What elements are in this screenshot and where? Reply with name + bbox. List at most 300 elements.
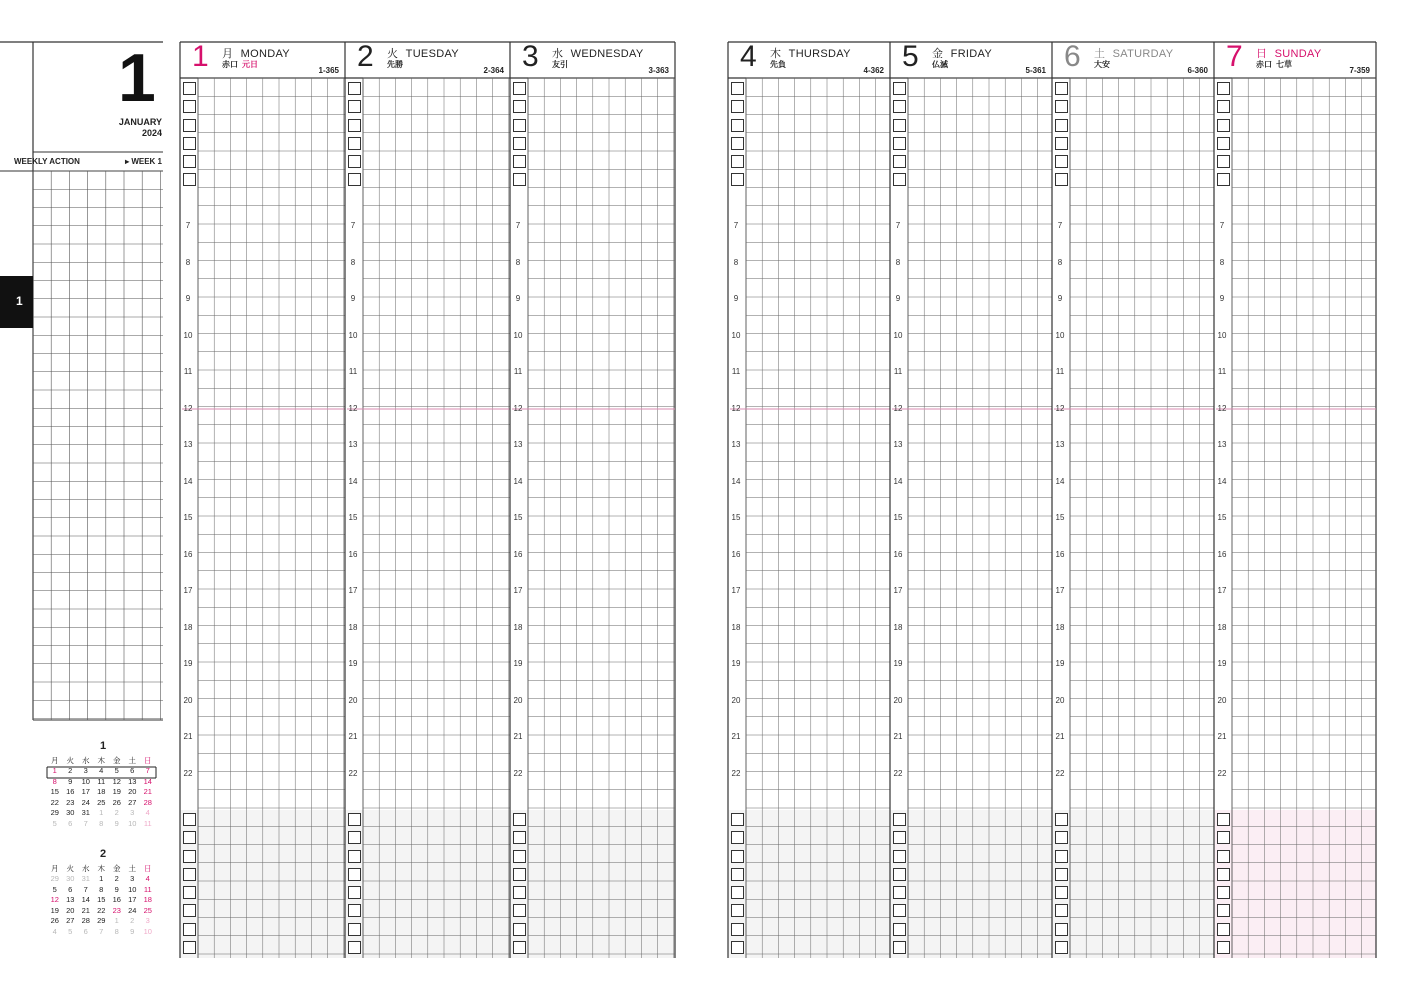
month-name: JANUARY — [118, 117, 162, 127]
todo-checkbox[interactable] — [893, 813, 906, 826]
todo-checkbox[interactable] — [348, 173, 361, 186]
mini-calendar-weekday: 水 — [82, 756, 90, 765]
hour-label: 14 — [1217, 476, 1227, 486]
mini-calendar-date: 1 — [99, 874, 104, 883]
todo-checkbox[interactable] — [1055, 137, 1068, 150]
hour-label: 8 — [350, 257, 356, 267]
hour-label: 12 — [1217, 403, 1227, 413]
mini-calendar-date: 3 — [130, 874, 135, 883]
hour-label: 14 — [513, 476, 523, 486]
mini-calendar-date: 8 — [52, 776, 57, 786]
hour-label: 10 — [1055, 330, 1065, 340]
hour-label: 18 — [513, 622, 523, 632]
todo-checkbox[interactable] — [731, 850, 744, 863]
hour-label: 9 — [515, 294, 521, 303]
hour-label: 9 — [1057, 294, 1063, 303]
mini-calendar-date: 28 — [81, 916, 90, 925]
hour-label: 10 — [893, 330, 903, 340]
day-number: 3 — [522, 40, 539, 73]
mini-calendar-date: 17 — [128, 895, 137, 904]
todo-checkbox[interactable] — [183, 173, 196, 186]
todo-checkbox[interactable] — [348, 904, 361, 917]
mini-calendar-date: 9 — [114, 818, 119, 828]
todo-checkbox[interactable] — [513, 904, 526, 917]
mini-calendar-date: 7 — [83, 884, 88, 894]
hour-label: 9 — [185, 294, 191, 303]
day-count: 7-359 — [1349, 66, 1370, 75]
day-name-jp: 日 — [1256, 48, 1268, 60]
todo-checkbox[interactable] — [1217, 868, 1230, 881]
todo-checkbox[interactable] — [348, 137, 361, 150]
todo-checkbox[interactable] — [893, 82, 906, 95]
mini-calendar-date: 17 — [81, 787, 90, 796]
month-year: 2024 — [141, 128, 162, 138]
todo-checkbox[interactable] — [348, 868, 361, 881]
mini-calendar-date: 20 — [66, 905, 75, 915]
mini-calendar-weekday: 日 — [144, 864, 152, 873]
rokuyo-label — [222, 59, 258, 70]
hour-label: 15 — [1055, 513, 1065, 522]
hour-label: 8 — [1057, 257, 1063, 267]
todo-checkbox[interactable] — [1217, 886, 1230, 899]
hour-label: 17 — [1217, 586, 1227, 595]
mini-calendar-date: 4 — [145, 808, 150, 817]
mini-calendar-date: 9 — [114, 884, 119, 894]
hour-label: 22 — [513, 768, 523, 778]
mini-calendar-date: 3 — [83, 766, 88, 775]
hour-label: 13 — [348, 440, 358, 449]
todo-checkbox[interactable] — [348, 831, 361, 844]
mini-calendar-date: 3 — [130, 808, 135, 817]
hour-label: 18 — [1217, 622, 1227, 632]
day-name-jp: 月 — [222, 48, 234, 60]
hour-label: 22 — [893, 768, 903, 778]
todo-checkbox[interactable] — [893, 155, 906, 168]
todo-checkbox[interactable] — [183, 119, 196, 132]
todo-checkbox[interactable] — [1217, 137, 1230, 150]
rokuyo-label — [387, 59, 403, 70]
todo-checkbox[interactable] — [893, 831, 906, 844]
mini-calendar-date: 7 — [145, 766, 150, 775]
todo-checkbox[interactable] — [1055, 155, 1068, 168]
hour-label: 9 — [895, 294, 901, 303]
mini-calendar-date: 4 — [52, 926, 57, 936]
hour-label: 22 — [348, 768, 358, 778]
todo-checkbox[interactable] — [183, 941, 196, 954]
hour-label: 17 — [1055, 586, 1065, 595]
day-name-jp: 金 — [932, 48, 944, 60]
hour-label: 11 — [348, 367, 358, 376]
day-name-en: WEDNESDAY — [567, 48, 644, 60]
mini-calendar-date: 5 — [52, 884, 57, 894]
mini-calendar-title: 1 — [99, 740, 107, 752]
mini-calendar-date: 29 — [50, 808, 59, 817]
todo-checkbox[interactable] — [731, 886, 744, 899]
mini-calendar-weekday: 水 — [82, 864, 90, 873]
mini-calendar-date: 10 — [143, 926, 152, 936]
hour-label: 16 — [513, 549, 523, 559]
hour-label: 13 — [1217, 440, 1227, 449]
todo-checkbox[interactable] — [348, 155, 361, 168]
month-tab[interactable] — [0, 276, 33, 328]
day-number: 2 — [357, 40, 374, 73]
mini-calendar-date: 29 — [97, 916, 106, 925]
todo-checkbox[interactable] — [731, 868, 744, 881]
hour-label: 9 — [350, 294, 356, 303]
hour-label: 20 — [1217, 695, 1227, 705]
todo-checkbox[interactable] — [513, 173, 526, 186]
mini-calendar-date: 5 — [68, 926, 73, 936]
mini-calendar-date: 10 — [81, 776, 90, 786]
mini-calendar-date: 8 — [99, 818, 104, 828]
day-name-en: SUNDAY — [1271, 48, 1322, 60]
todo-checkbox[interactable] — [183, 813, 196, 826]
mini-calendar-date: 11 — [143, 818, 152, 828]
todo-checkbox[interactable] — [731, 100, 744, 113]
todo-checkbox[interactable] — [1055, 831, 1068, 844]
mini-calendar-date: 5 — [52, 818, 57, 828]
mini-calendar-date: 6 — [68, 884, 73, 894]
todo-checkbox[interactable] — [1055, 923, 1068, 936]
week-label: ▸ WEEK 1 — [125, 157, 162, 166]
hour-label: 12 — [183, 403, 193, 413]
hour-label: 19 — [1055, 659, 1065, 668]
todo-checkbox[interactable] — [1055, 813, 1068, 826]
day-count: 5-361 — [1025, 66, 1046, 75]
todo-checkbox[interactable] — [1055, 941, 1068, 954]
mini-calendar-date: 30 — [66, 874, 75, 883]
todo-checkbox[interactable] — [513, 886, 526, 899]
todo-checkbox[interactable] — [1055, 868, 1068, 881]
hour-label: 15 — [513, 513, 523, 522]
todo-checkbox[interactable] — [348, 923, 361, 936]
todo-checkbox[interactable] — [183, 100, 196, 113]
todo-checkbox[interactable] — [183, 82, 196, 95]
todo-checkbox[interactable] — [513, 119, 526, 132]
rokuyo: 友引 — [552, 60, 568, 69]
mini-calendar-date: 31 — [81, 874, 90, 883]
hour-label: 16 — [731, 549, 741, 559]
hour-label: 21 — [893, 732, 903, 741]
mini-calendar-date: 1 — [99, 808, 104, 817]
mini-calendar-date: 1 — [114, 916, 119, 925]
todo-checkbox[interactable] — [183, 904, 196, 917]
todo-checkbox[interactable] — [731, 813, 744, 826]
mini-calendar-date: 16 — [112, 895, 121, 904]
todo-checkbox[interactable] — [348, 886, 361, 899]
hour-label: 20 — [1055, 695, 1065, 705]
mini-calendar-date: 2 — [114, 874, 119, 883]
todo-checkbox[interactable] — [348, 941, 361, 954]
hour-label: 14 — [893, 476, 903, 486]
mini-calendar-date: 26 — [50, 916, 59, 925]
hour-label: 7 — [1219, 221, 1225, 230]
todo-checkbox[interactable] — [1055, 100, 1068, 113]
mini-calendar-weekday: 金 — [113, 864, 121, 873]
day-name-en: TUESDAY — [402, 48, 459, 60]
mini-calendar-date: 10 — [128, 818, 137, 828]
hour-label: 20 — [183, 695, 193, 705]
mini-calendar-date: 13 — [128, 776, 137, 786]
hour-label: 13 — [183, 440, 193, 449]
mini-calendar-date: 6 — [130, 766, 135, 775]
day-name-en: THURSDAY — [785, 48, 851, 60]
todo-checkbox[interactable] — [731, 119, 744, 132]
hour-label: 16 — [893, 549, 903, 559]
todo-checkbox[interactable] — [893, 886, 906, 899]
day-count: 1-365 — [318, 66, 339, 75]
hour-label: 20 — [731, 695, 741, 705]
day-number: 5 — [902, 40, 919, 73]
rokuyo: 赤口 — [222, 60, 238, 69]
hour-label: 10 — [513, 330, 523, 340]
todo-checkbox[interactable] — [183, 831, 196, 844]
hour-label: 8 — [895, 257, 901, 267]
todo-checkbox[interactable] — [1217, 100, 1230, 113]
hour-label: 18 — [1055, 622, 1065, 632]
todo-checkbox[interactable] — [1055, 886, 1068, 899]
mini-calendar-date: 28 — [143, 797, 152, 807]
mini-calendar-date: 21 — [143, 787, 152, 796]
todo-checkbox[interactable] — [1217, 923, 1230, 936]
rokuyo: 先勝 — [387, 60, 403, 69]
hour-label: 18 — [183, 622, 193, 632]
rokuyo-label — [1094, 59, 1110, 70]
hour-label: 7 — [895, 221, 901, 230]
todo-checkbox[interactable] — [1055, 119, 1068, 132]
hour-label: 19 — [893, 659, 903, 668]
todo-checkbox[interactable] — [1217, 155, 1230, 168]
todo-checkbox[interactable] — [1055, 904, 1068, 917]
hour-label: 17 — [731, 586, 741, 595]
hour-label: 16 — [1055, 549, 1065, 559]
mini-calendar-date: 15 — [97, 895, 106, 904]
mini-calendar-weekday: 金 — [113, 756, 121, 765]
todo-checkbox[interactable] — [513, 868, 526, 881]
hour-label: 20 — [348, 695, 358, 705]
mini-calendar-weekday: 木 — [97, 864, 105, 873]
mini-calendar-date: 9 — [68, 776, 73, 786]
todo-checkbox[interactable] — [893, 868, 906, 881]
mini-calendar-date: 2 — [114, 808, 119, 817]
hour-label: 11 — [183, 367, 193, 376]
mini-calendar-weekday: 月 — [51, 756, 59, 765]
hour-label: 14 — [183, 476, 193, 486]
todo-checkbox[interactable] — [893, 100, 906, 113]
hour-label: 9 — [1219, 294, 1225, 303]
todo-checkbox[interactable] — [731, 904, 744, 917]
hour-label: 14 — [731, 476, 741, 486]
hour-label: 22 — [183, 768, 193, 778]
holiday-label: 七草 — [1276, 60, 1292, 69]
hour-label: 7 — [733, 221, 739, 230]
mini-calendar-date: 14 — [81, 895, 90, 904]
day-name-en: SATURDAY — [1109, 48, 1174, 60]
hour-label: 11 — [1217, 367, 1227, 376]
todo-checkbox[interactable] — [183, 137, 196, 150]
hour-label: 8 — [185, 257, 191, 267]
day-name-jp: 火 — [387, 48, 399, 60]
todo-checkbox[interactable] — [893, 137, 906, 150]
todo-checkbox[interactable] — [513, 850, 526, 863]
todo-checkbox[interactable] — [731, 155, 744, 168]
hour-label: 12 — [893, 403, 903, 413]
todo-checkbox[interactable] — [513, 155, 526, 168]
todo-checkbox[interactable] — [513, 82, 526, 95]
todo-checkbox[interactable] — [183, 923, 196, 936]
hour-label: 12 — [513, 403, 523, 413]
day-column-sunday — [1214, 42, 1376, 958]
todo-checkbox[interactable] — [1217, 173, 1230, 186]
hour-label: 7 — [350, 221, 356, 230]
mini-calendar-date: 6 — [83, 926, 88, 936]
hour-label: 21 — [1055, 732, 1065, 741]
mini-calendar-weekday: 火 — [66, 864, 74, 873]
mini-calendar-title: 2 — [99, 848, 107, 860]
todo-checkbox[interactable] — [1055, 850, 1068, 863]
hour-label: 19 — [348, 659, 358, 668]
mini-calendar-date: 18 — [97, 787, 106, 796]
todo-checkbox[interactable] — [513, 100, 526, 113]
hour-label: 19 — [731, 659, 741, 668]
mini-calendar-date: 6 — [68, 818, 73, 828]
day-number: 4 — [740, 40, 757, 73]
hour-label: 8 — [515, 257, 521, 267]
mini-calendar-date: 14 — [143, 776, 152, 786]
hour-label: 11 — [513, 367, 523, 376]
todo-checkbox[interactable] — [348, 119, 361, 132]
mini-calendar-date: 25 — [97, 797, 106, 807]
todo-checkbox[interactable] — [183, 155, 196, 168]
day-column-monday — [180, 42, 345, 958]
hour-label: 13 — [513, 440, 523, 449]
day-count: 6-360 — [1187, 66, 1208, 75]
mini-calendar-date: 11 — [97, 776, 106, 786]
day-name-jp: 木 — [770, 48, 782, 60]
day-column-thursday — [728, 42, 890, 958]
todo-checkbox[interactable] — [513, 923, 526, 936]
todo-checkbox[interactable] — [513, 813, 526, 826]
hour-label: 8 — [1219, 257, 1225, 267]
todo-checkbox[interactable] — [183, 850, 196, 863]
hour-label: 17 — [348, 586, 358, 595]
day-name-en: FRIDAY — [947, 48, 992, 60]
mini-calendar-date: 19 — [112, 787, 121, 796]
hour-label: 20 — [893, 695, 903, 705]
todo-checkbox[interactable] — [183, 868, 196, 881]
rokuyo: 仏滅 — [932, 60, 948, 69]
todo-checkbox[interactable] — [1217, 904, 1230, 917]
day-column-saturday — [1052, 42, 1214, 958]
todo-checkbox[interactable] — [731, 82, 744, 95]
todo-checkbox[interactable] — [1217, 941, 1230, 954]
mini-calendar-date: 27 — [66, 916, 75, 925]
todo-checkbox[interactable] — [1055, 173, 1068, 186]
todo-checkbox[interactable] — [731, 137, 744, 150]
mini-calendar-date: 12 — [50, 895, 59, 904]
todo-checkbox[interactable] — [731, 173, 744, 186]
todo-checkbox[interactable] — [348, 100, 361, 113]
mini-calendar-date: 8 — [114, 926, 119, 936]
rokuyo-label — [770, 59, 786, 70]
hour-label: 15 — [893, 513, 903, 522]
mini-calendar-date: 30 — [66, 808, 75, 817]
mini-calendar-date: 20 — [128, 787, 137, 796]
hour-label: 18 — [348, 622, 358, 632]
todo-checkbox[interactable] — [513, 137, 526, 150]
todo-checkbox[interactable] — [893, 173, 906, 186]
hour-label: 11 — [731, 367, 741, 376]
mini-calendar-date: 26 — [112, 797, 121, 807]
todo-checkbox[interactable] — [731, 923, 744, 936]
todo-checkbox[interactable] — [1217, 119, 1230, 132]
todo-checkbox[interactable] — [348, 850, 361, 863]
hour-label: 21 — [513, 732, 523, 741]
mini-calendar-date: 7 — [99, 926, 104, 936]
hour-label: 19 — [1217, 659, 1227, 668]
todo-checkbox[interactable] — [183, 886, 196, 899]
mini-calendar-date: 15 — [50, 787, 59, 796]
todo-checkbox[interactable] — [1055, 82, 1068, 95]
day-column-friday — [890, 42, 1052, 958]
todo-checkbox[interactable] — [1217, 813, 1230, 826]
day-number: 6 — [1064, 40, 1081, 73]
hour-label: 19 — [513, 659, 523, 668]
mini-calendar-date: 8 — [99, 884, 104, 894]
hour-label: 10 — [183, 330, 193, 340]
mini-calendar-weekday: 日 — [144, 756, 152, 765]
hour-label: 10 — [1217, 330, 1227, 340]
todo-checkbox[interactable] — [731, 831, 744, 844]
hour-label: 13 — [1055, 440, 1065, 449]
mini-calendar-date: 29 — [50, 874, 59, 883]
hour-label: 15 — [348, 513, 358, 522]
todo-checkbox[interactable] — [1217, 831, 1230, 844]
hour-label: 22 — [1055, 768, 1065, 778]
hour-label: 11 — [1055, 367, 1065, 376]
todo-checkbox[interactable] — [893, 923, 906, 936]
rokuyo: 先負 — [770, 60, 786, 69]
mini-calendar-date: 3 — [145, 916, 150, 925]
mini-calendar-date: 4 — [145, 874, 150, 883]
todo-checkbox[interactable] — [513, 941, 526, 954]
todo-checkbox[interactable] — [348, 813, 361, 826]
hour-label: 18 — [893, 622, 903, 632]
todo-checkbox[interactable] — [893, 904, 906, 917]
hour-label: 22 — [731, 768, 741, 778]
day-column-tuesday — [345, 42, 510, 958]
day-count: 2-364 — [483, 66, 504, 75]
holiday-label: 元日 — [242, 60, 258, 69]
todo-checkbox[interactable] — [893, 850, 906, 863]
hour-label: 16 — [183, 549, 193, 559]
todo-checkbox[interactable] — [348, 82, 361, 95]
mini-calendar-date: 22 — [50, 797, 59, 807]
todo-checkbox[interactable] — [513, 831, 526, 844]
todo-checkbox[interactable] — [893, 119, 906, 132]
hour-label: 21 — [1217, 732, 1227, 741]
todo-checkbox[interactable] — [731, 941, 744, 954]
hour-label: 8 — [733, 257, 739, 267]
todo-checkbox[interactable] — [1217, 850, 1230, 863]
rokuyo-label — [932, 59, 948, 70]
hour-label: 21 — [731, 732, 741, 741]
mini-calendar-date: 27 — [128, 797, 137, 807]
todo-checkbox[interactable] — [1217, 82, 1230, 95]
todo-checkbox[interactable] — [893, 941, 906, 954]
mini-calendar-date: 22 — [97, 905, 106, 915]
hour-label: 17 — [183, 586, 193, 595]
